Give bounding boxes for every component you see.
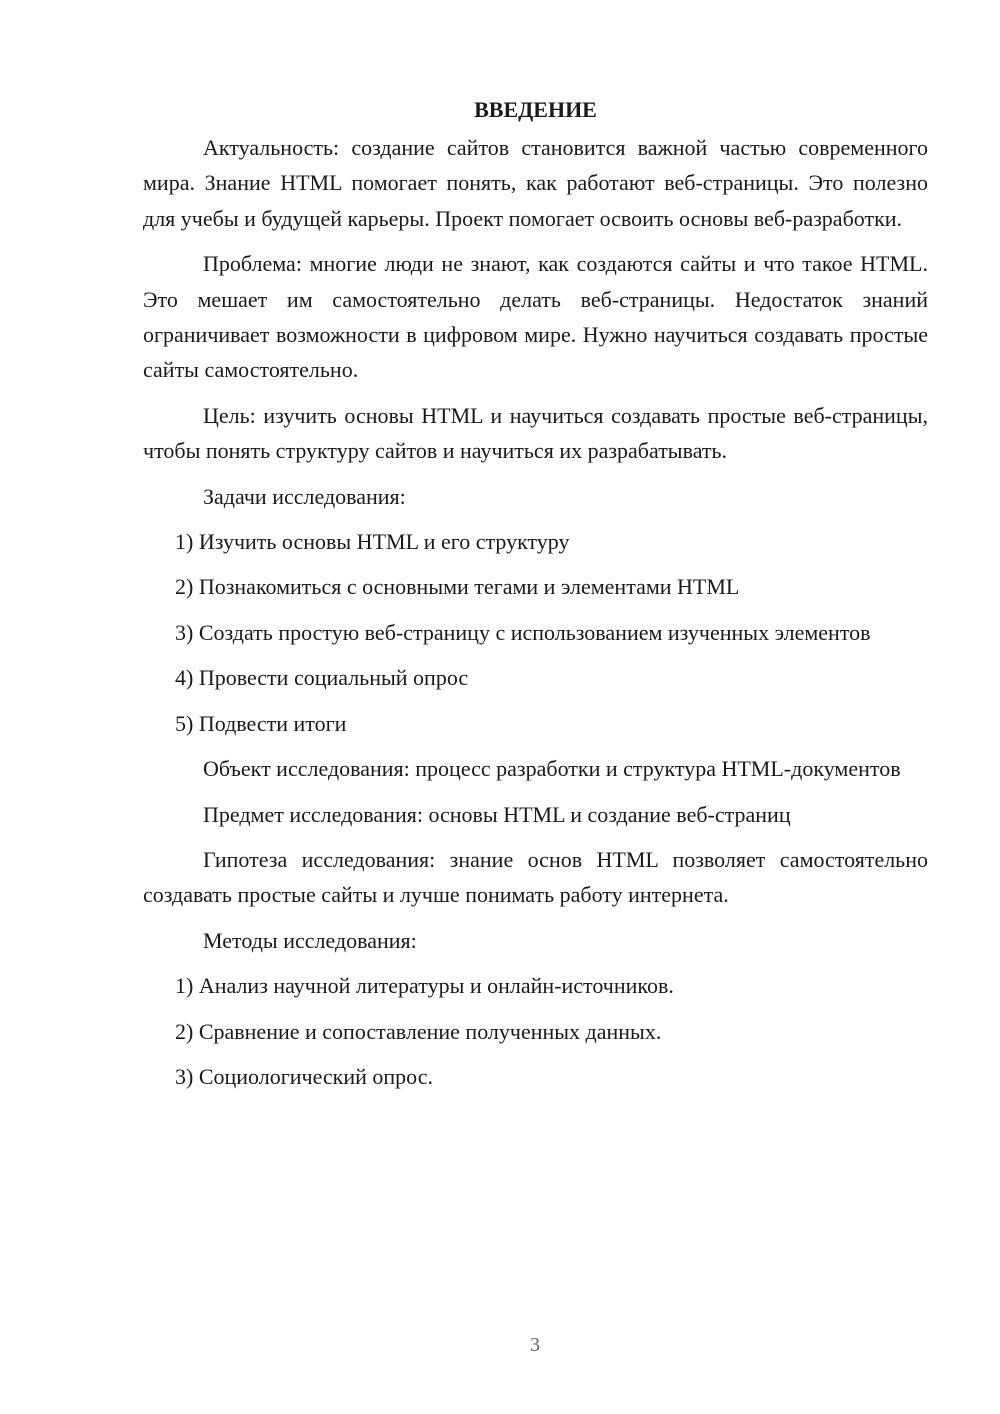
page-number: 3	[530, 1334, 540, 1356]
task-item-4: 4) Провести социальный опрос	[175, 665, 469, 691]
page-content	[143, 92, 928, 1104]
task-item-2: 2) Познакомиться с основными тегами и элементами HTML	[175, 574, 740, 600]
paragraph-goal: Цель: изучить основы HTML и научиться создавать простые веб-страницы, чтобы понять структуру сайтов и научиться их разрабатывать.	[143, 402, 928, 464]
paragraph-problem: Проблема: многие люди не знают, как создаются сайты и что такое HTML. Это мешает им самостоятельно делать веб-страницы. Недостаток знаний ограничивает возможности в цифровом мире. Нужно научиться создавать простые сайты самостоятельно.	[143, 251, 928, 383]
method-item-3: 3) Социологический опрос.	[175, 1063, 433, 1089]
paragraph-object: Объект исследования: процесс разработки и структура HTML-документов	[203, 756, 901, 782]
method-item-2: 2) Сравнение и сопоставление полученных данных.	[175, 1018, 662, 1044]
task-item-5: 5) Подвести итоги	[175, 710, 347, 736]
tasks-heading: Задачи исследования:	[203, 483, 406, 509]
method-item-1: 1) Анализ научной литературы и онлайн-источников.	[175, 973, 674, 999]
task-item-1: 1) Изучить основы HTML и его структуру	[175, 529, 570, 555]
section-heading: ВВЕДЕНИЕ	[474, 97, 597, 122]
task-item-3: 3) Создать простую веб-страницу с использованием изученных элементов	[175, 619, 871, 645]
paragraph-relevance: Актуальность: создание сайтов становится важной частью современного мира. Знание HTML помогает понять, как работают веб-страницы. Это полезно для учебы и будущей карьеры. Проект помогает освоить основы веб-разработки.	[143, 135, 928, 231]
paragraph-hypothesis: Гипотеза исследования: знание основ HTML позволяет самостоятельно создавать простые сайты и лучше понимать работу интернета.	[143, 846, 928, 908]
paragraph-subject: Предмет исследования: основы HTML и создание веб-страниц	[203, 801, 791, 827]
methods-heading: Методы исследования:	[203, 927, 417, 953]
